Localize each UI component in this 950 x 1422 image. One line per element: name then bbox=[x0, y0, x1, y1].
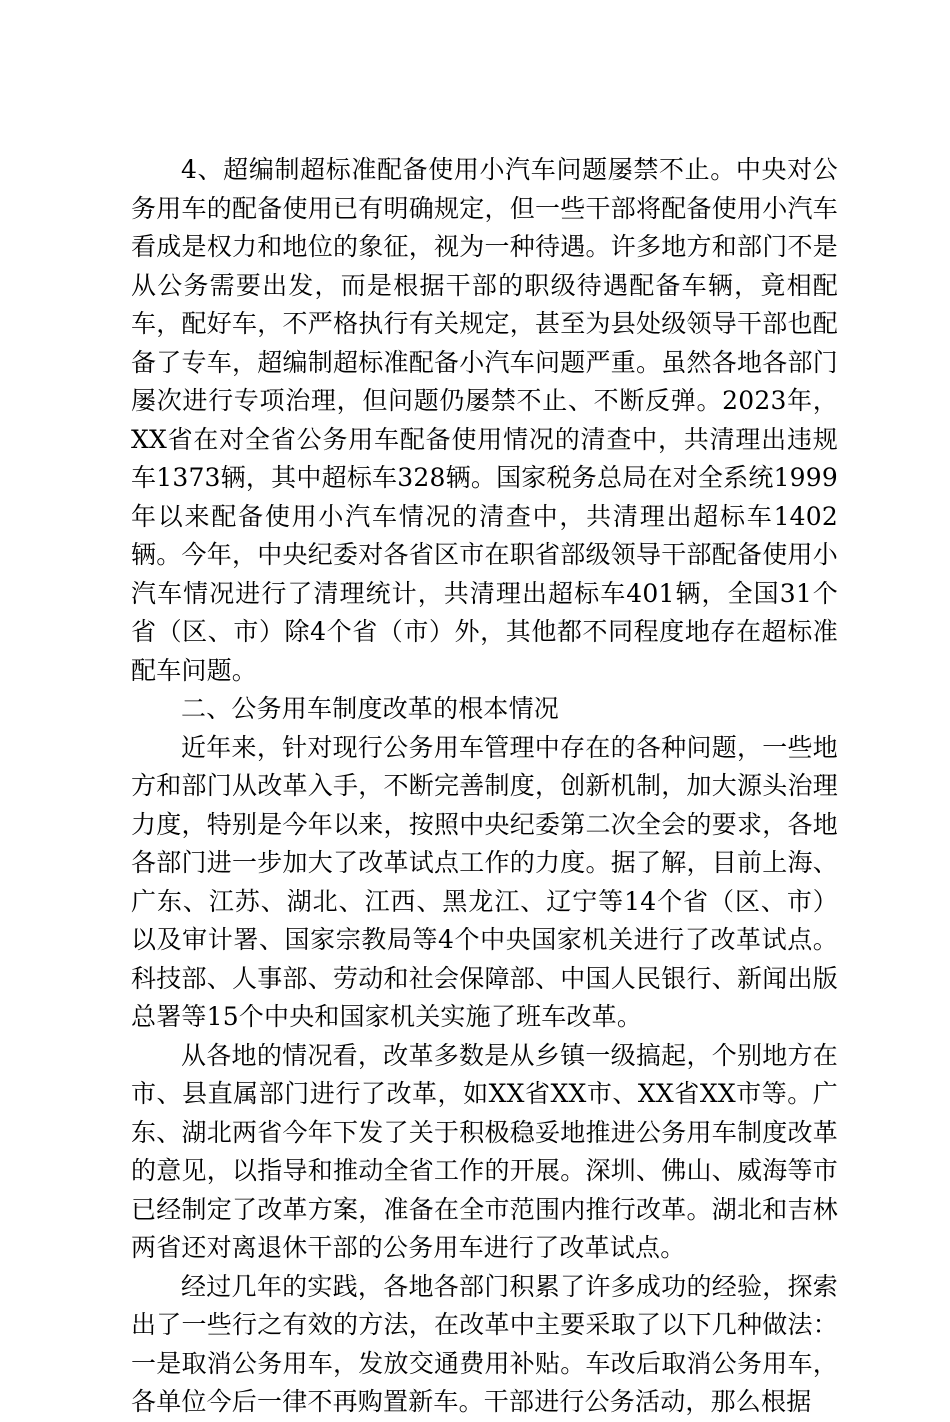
paragraph-reform-pilots: 近年来，针对现行公务用车管理中存在的各种问题，一些地方和部门从改革入手，不断完善制度，创新机制，加大源头治理力度，特别是今年以来，按照中央纪委第二次全会的要求，各地各部门进一步加大了改革试点工作的力度。据了解，目前上海、广东、江苏、湖北、江西、黑龙江、辽宁等14个省（区、市）以及审计署、国家宗教局等4个中央国家机关进行了改革试点。科技部、人事部、劳动和社会保障部、中国人民银行、新闻出版总署等15个中央和国家机关实施了班车改革。 bbox=[131, 732, 838, 1031]
paragraph-reform-methods: 经过几年的实践，各地各部门积累了许多成功的经验，探索出了一些行之有效的方法，在改革中主要采取了以下几种做法：一是取消公务用车，发放交通费用补贴。车改后取消公务用车，各单位今后一律不再购置新车。干部进行公务活动，那么根据 bbox=[131, 1271, 838, 1416]
section-heading-reform: 二、公务用车制度改革的根本情况 bbox=[181, 694, 560, 723]
paragraph-local-reforms: 从各地的情况看，改革多数是从乡镇一级搞起，个别地方在市、县直属部门进行了改革，如XX省XX市、XX省XX市等。广东、湖北两省今年下发了关于积极稳妥地推进公务用车制度改革的意见，以指导和推动全省工作的开展。深圳、佛山、威海等市已经制定了改革方案，准备在全市范围内推行改革。湖北和吉林两省还对离退休干部的公务用车进行了改革试点。 bbox=[131, 1040, 838, 1262]
paragraph-car-standards: 4、超编制超标准配备使用小汽车问题屡禁不止。中央对公务用车的配备使用已有明确规定，但一些干部将配备使用小汽车看成是权力和地位的象征，视为一种待遇。许多地方和部门不是从公务需要出发，而是根据干部的职级待遇配备车辆，竟相配车，配好车，不严格执行有关规定，甚至为县处级领导干部也配备了专车，超编制超标准配备小汽车问题严重。虽然各地各部门屡次进行专项治理，但问题仍屡禁不止、不断反弹。2023年，XX省在对全省公务用车配备使用情况的清查中，共清理出违规车1373辆，其中超标车328辆。国家税务总局在对全系统1999年以来配备使用小汽车情况的清查中，共清理出超标车1402辆。今年，中央纪委对各省区市在职省部级领导干部配备使用小汽车情况进行了清理统计，共清理出超标车401辆，全国31个省（区、市）除4个省（市）外，其他都不同程度地存在超标准配车问题。 bbox=[131, 155, 838, 685]
document-body bbox=[131, 151, 838, 1422]
